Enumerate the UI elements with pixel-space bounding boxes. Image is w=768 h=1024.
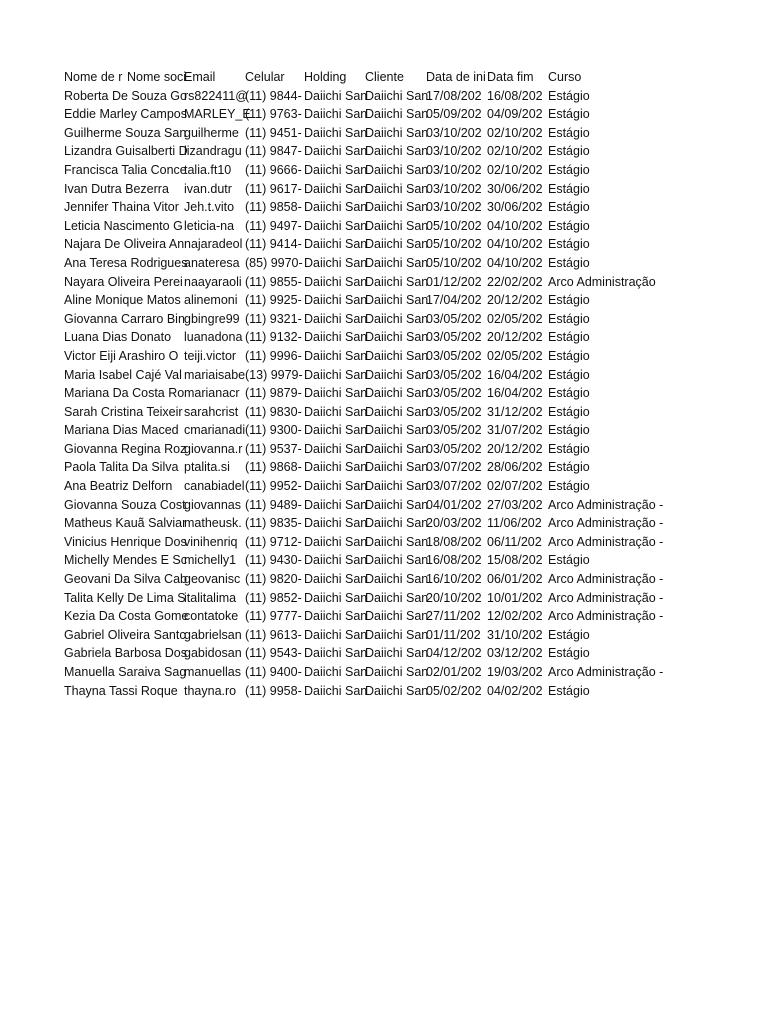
cell-holding: Daiichi San <box>304 200 368 215</box>
cell-curso: Estágio <box>548 441 590 456</box>
cell-cliente: Daiichi San <box>365 181 429 196</box>
cell-data-fim: 15/08/202 <box>487 553 543 568</box>
cell-cliente: Daiichi San <box>365 683 429 698</box>
cell-data-inicio: 03/07/202 <box>426 479 482 494</box>
cell-celular: (13) 9979- <box>245 367 303 382</box>
cell-data-inicio: 03/05/202 <box>426 311 482 326</box>
cell-email: rs822411@ <box>184 88 248 103</box>
cell-cliente: Daiichi San <box>365 572 429 587</box>
cell-holding: Daiichi San <box>304 218 368 233</box>
cell-data-fim: 31/12/202 <box>487 404 543 419</box>
cell-data-inicio: 05/09/202 <box>426 107 482 122</box>
cell-data-fim: 02/07/202 <box>487 479 543 494</box>
cell-curso: Arco Administração - <box>548 572 664 587</box>
cell-data-inicio: 03/05/202 <box>426 330 482 345</box>
cell-data-inicio: 03/05/202 <box>426 404 482 419</box>
cell-cliente: Daiichi San <box>365 125 429 140</box>
cell-cliente: Daiichi San <box>365 107 429 122</box>
header-curso: Curso <box>548 70 582 84</box>
cell-data-fim: 20/12/202 <box>487 441 543 456</box>
cell-curso: Arco Administração <box>548 274 656 289</box>
cell-nome-de-registro: Maria Isabel Cajé Val <box>64 367 182 382</box>
cell-email: giovanna.r <box>184 441 243 456</box>
cell-email: Jeh.t.vito <box>184 200 235 215</box>
cell-holding: Daiichi San <box>304 144 368 159</box>
cell-holding: Daiichi San <box>304 386 368 401</box>
cell-data-inicio: 16/10/202 <box>426 572 482 587</box>
cell-email: naayaraoli <box>184 274 242 289</box>
cell-cliente: Daiichi San <box>365 423 429 438</box>
cell-data-fim: 03/12/202 <box>487 646 543 661</box>
cell-data-fim: 02/05/202 <box>487 348 543 363</box>
cell-nome-de-registro: Ivan Dutra Bezerra <box>64 181 169 196</box>
cell-curso: Estágio <box>548 367 590 382</box>
cell-nome-de-registro: Eddie Marley Campos <box>64 107 187 122</box>
cell-holding: Daiichi San <box>304 683 368 698</box>
cell-holding: Daiichi San <box>304 627 368 642</box>
cell-cliente: Daiichi San <box>365 348 429 363</box>
cell-nome-de-registro: Roberta De Souza Go <box>64 88 187 103</box>
cell-nome-de-registro: Matheus Kauã Salviar <box>64 516 187 531</box>
cell-data-inicio: 03/10/202 <box>426 162 482 177</box>
cell-holding: Daiichi San <box>304 311 368 326</box>
cell-cliente: Daiichi San <box>365 646 429 661</box>
cell-data-inicio: 04/01/202 <box>426 497 482 512</box>
cell-data-fim: 04/10/202 <box>487 237 543 252</box>
cell-data-fim: 30/06/202 <box>487 200 543 215</box>
cell-nome-de-registro: Ana Beatriz Delforn <box>64 479 173 494</box>
cell-cliente: Daiichi San <box>365 218 429 233</box>
cell-data-inicio: 17/04/202 <box>426 293 482 308</box>
cell-cliente: Daiichi San <box>365 609 429 624</box>
cell-celular: (11) 9666- <box>245 162 302 177</box>
cell-nome-de-registro: Leticia Nascimento G <box>64 218 183 233</box>
cell-cliente: Daiichi San <box>365 590 429 605</box>
cell-curso: Arco Administração - <box>548 590 664 605</box>
cell-data-inicio: 05/10/202 <box>426 218 482 233</box>
cell-data-inicio: 03/10/202 <box>426 181 482 196</box>
cell-celular: (85) 9970- <box>245 255 303 270</box>
cell-nome-de-registro: Lizandra Guisalberti D <box>64 144 188 159</box>
cell-curso: Estágio <box>548 683 590 698</box>
cell-cliente: Daiichi San <box>365 200 429 215</box>
cell-curso: Arco Administração - <box>548 609 664 624</box>
header-email: Email <box>184 70 216 84</box>
cell-curso: Estágio <box>548 460 590 475</box>
cell-celular: (11) 9777- <box>245 609 302 624</box>
cell-holding: Daiichi San <box>304 572 368 587</box>
cell-email: MARLEY_E <box>184 107 251 122</box>
cell-celular: (11) 9855- <box>245 274 302 289</box>
cell-holding: Daiichi San <box>304 237 368 252</box>
cell-email: leticia-na <box>184 218 235 233</box>
header-nome-de-registro: Nome de r <box>64 70 123 84</box>
cell-celular: (11) 9879- <box>245 386 302 401</box>
cell-email: gabrielsan <box>184 627 242 642</box>
cell-cliente: Daiichi San <box>365 386 429 401</box>
cell-holding: Daiichi San <box>304 293 368 308</box>
cell-nome-de-registro: Michelly Mendes E Sc <box>64 553 187 568</box>
cell-holding: Daiichi San <box>304 516 368 531</box>
cell-celular: (11) 9958- <box>245 683 302 698</box>
cell-cliente: Daiichi San <box>365 404 429 419</box>
cell-data-inicio: 03/05/202 <box>426 348 482 363</box>
cell-data-fim: 31/10/202 <box>487 627 543 642</box>
cell-curso: Estágio <box>548 218 590 233</box>
cell-email: alinemoni <box>184 293 238 308</box>
cell-email: contatoke <box>184 609 239 624</box>
cell-nome-de-registro: Ana Teresa Rodrigues <box>64 255 188 270</box>
cell-celular: (11) 9712- <box>245 534 302 549</box>
cell-celular: (11) 9543- <box>245 646 302 661</box>
cell-email: teiji.victor <box>184 348 237 363</box>
cell-nome-de-registro: Giovanna Souza Cost <box>64 497 186 512</box>
cell-data-inicio: 02/01/202 <box>426 665 482 679</box>
cell-holding: Daiichi San <box>304 330 368 345</box>
cell-holding: Daiichi San <box>304 367 368 382</box>
cell-data-fim: 02/10/202 <box>487 144 543 159</box>
cell-email: thayna.ro <box>184 683 237 698</box>
cell-email: guilherme <box>184 125 239 140</box>
cell-cliente: Daiichi San <box>365 88 429 103</box>
cell-celular: (11) 9858- <box>245 200 302 215</box>
cell-data-inicio: 03/10/202 <box>426 125 482 140</box>
cell-email: anateresa <box>184 255 240 270</box>
cell-celular: (11) 9497- <box>245 218 302 233</box>
cell-nome-de-registro: Victor Eiji Arashiro O <box>64 348 179 363</box>
cell-cliente: Daiichi San <box>365 367 429 382</box>
cell-nome-de-registro: Geovani Da Silva Cab <box>64 572 187 587</box>
cell-data-inicio: 01/11/202 <box>426 627 481 642</box>
cell-nome-de-registro: Gabriela Barbosa Dos <box>64 646 187 661</box>
cell-celular: (11) 9321- <box>245 311 302 326</box>
cell-data-fim: 04/02/202 <box>487 683 543 698</box>
cell-celular: (11) 9451- <box>245 125 302 140</box>
cell-curso: Arco Administração - <box>548 534 664 549</box>
cell-data-fim: 11/06/202 <box>487 516 542 531</box>
cell-holding: Daiichi San <box>304 460 368 475</box>
cell-data-fim: 16/04/202 <box>487 386 543 401</box>
cell-holding: Daiichi San <box>304 646 368 661</box>
cell-celular: (11) 9820- <box>245 572 302 587</box>
cell-nome-de-registro: Jennifer Thaina Vitor <box>64 200 179 215</box>
cell-email: ptalita.si <box>184 460 230 475</box>
cell-data-inicio: 03/05/202 <box>426 367 482 382</box>
cell-nome-de-registro: Francisca Talia Conce <box>64 162 187 177</box>
cell-email: sarahcrist <box>184 404 239 419</box>
cell-holding: Daiichi San <box>304 88 368 103</box>
cell-celular: (11) 9852- <box>245 590 302 605</box>
cell-data-inicio: 16/08/202 <box>426 553 482 568</box>
cell-data-fim: 16/04/202 <box>487 367 543 382</box>
cell-holding: Daiichi San <box>304 348 368 363</box>
cell-data-fim: 12/02/202 <box>487 609 543 624</box>
cell-nome-de-registro: Luana Dias Donato <box>64 330 172 345</box>
cell-celular: (11) 9847- <box>245 144 302 159</box>
cell-data-fim: 31/07/202 <box>487 423 543 438</box>
cell-email: manuellas <box>184 665 241 679</box>
cell-curso: Estágio <box>548 200 590 215</box>
cell-email: italitalima <box>184 590 237 605</box>
cell-email: luanadona <box>184 330 243 345</box>
cell-email: cmarianadi <box>184 423 246 438</box>
cell-celular: (11) 9952- <box>245 479 302 494</box>
cell-holding: Daiichi San <box>304 107 368 122</box>
cell-nome-de-registro: Sarah Cristina Teixeir <box>64 404 183 419</box>
cell-nome-de-registro: Nayara Oliveira Perei <box>64 274 183 289</box>
cell-email: lizandragu <box>184 144 242 159</box>
cell-email: gbingre99 <box>184 311 240 326</box>
cell-celular: (11) 9868- <box>245 460 302 475</box>
cell-nome-de-registro: Talita Kelly De Lima S <box>64 590 186 605</box>
cell-email: geovanisc <box>184 572 241 587</box>
cell-holding: Daiichi San <box>304 255 368 270</box>
cell-curso: Estágio <box>548 479 590 494</box>
cell-curso: Estágio <box>548 627 590 642</box>
cell-cliente: Daiichi San <box>365 627 429 642</box>
cell-holding: Daiichi San <box>304 534 368 549</box>
cell-curso: Estágio <box>548 293 590 308</box>
cell-nome-de-registro: Aline Monique Matos <box>64 293 181 308</box>
cell-data-fim: 02/10/202 <box>487 162 543 177</box>
cell-cliente: Daiichi San <box>365 479 429 494</box>
cell-nome-de-registro: Kezia Da Costa Gome <box>64 609 189 624</box>
cell-data-fim: 04/10/202 <box>487 218 543 233</box>
cell-data-fim: 20/12/202 <box>487 293 543 308</box>
cell-nome-de-registro: Giovanna Regina Roz <box>64 441 187 456</box>
cell-celular: (11) 9925- <box>245 293 302 308</box>
cell-holding: Daiichi San <box>304 162 368 177</box>
cell-celular: (11) 9835- <box>245 516 302 531</box>
cell-email: najaradeol <box>184 237 243 252</box>
cell-holding: Daiichi San <box>304 404 368 419</box>
cell-data-fim: 10/01/202 <box>487 590 543 605</box>
cell-data-fim: 30/06/202 <box>487 181 543 196</box>
cell-curso: Estágio <box>548 386 590 401</box>
cell-data-inicio: 03/10/202 <box>426 200 482 215</box>
cell-celular: (11) 9830- <box>245 404 302 419</box>
cell-data-fim: 27/03/202 <box>487 497 543 512</box>
cell-celular: (11) 9132- <box>245 330 302 345</box>
cell-holding: Daiichi San <box>304 423 368 438</box>
cell-cliente: Daiichi San <box>365 460 429 475</box>
cell-nome-de-registro: Paola Talita Da Silva <box>64 460 179 475</box>
cell-cliente: Daiichi San <box>365 255 429 270</box>
cell-celular: (11) 9617- <box>245 181 302 196</box>
cell-nome-de-registro: Najara De Oliveira An <box>64 237 185 252</box>
cell-data-inicio: 18/08/202 <box>426 534 482 549</box>
cell-data-inicio: 04/12/202 <box>426 646 482 661</box>
cell-data-inicio: 20/10/202 <box>426 590 482 605</box>
cell-data-inicio: 03/10/202 <box>426 144 482 159</box>
cell-holding: Daiichi San <box>304 665 368 679</box>
cell-data-fim: 02/05/202 <box>487 311 543 326</box>
cell-cliente: Daiichi San <box>365 330 429 345</box>
cell-curso: Estágio <box>548 348 590 363</box>
cell-curso: Estágio <box>548 311 590 326</box>
header-celular: Celular <box>245 70 285 84</box>
cell-nome-de-registro: Mariana Dias Maced <box>64 423 179 438</box>
cell-nome-de-registro: Mariana Da Costa Ro <box>64 386 185 401</box>
header-cliente: Cliente <box>365 70 404 84</box>
cell-email: vinihenriq <box>184 534 238 549</box>
cell-celular: (11) 9537- <box>245 441 302 456</box>
cell-cliente: Daiichi San <box>365 553 429 568</box>
cell-email: gabidosan <box>184 646 242 661</box>
header-data-fim: Data fim <box>487 70 534 84</box>
cell-data-fim: 19/03/202 <box>487 665 543 679</box>
cell-curso: Estágio <box>548 88 590 103</box>
cell-data-fim: 20/12/202 <box>487 330 543 345</box>
cell-email: mariaisabe <box>184 367 246 382</box>
cell-data-inicio: 03/07/202 <box>426 460 482 475</box>
cell-cliente: Daiichi San <box>365 441 429 456</box>
cell-data-inicio: 17/08/202 <box>426 88 482 103</box>
cell-data-inicio: 03/05/202 <box>426 423 482 438</box>
cell-holding: Daiichi San <box>304 590 368 605</box>
cell-data-inicio: 03/05/202 <box>426 386 482 401</box>
cell-data-fim: 28/06/202 <box>487 460 543 475</box>
cell-cliente: Daiichi San <box>365 497 429 512</box>
cell-cliente: Daiichi San <box>365 311 429 326</box>
cell-data-inicio: 05/02/202 <box>426 683 482 698</box>
cell-holding: Daiichi San <box>304 553 368 568</box>
cell-holding: Daiichi San <box>304 497 368 512</box>
cell-email: michelly1 <box>184 553 237 568</box>
cell-data-inicio: 03/05/202 <box>426 441 482 456</box>
cell-celular: (11) 9763- <box>245 107 302 122</box>
cell-data-fim: 04/09/202 <box>487 107 543 122</box>
header-holding: Holding <box>304 70 347 84</box>
cell-curso: Arco Administração - <box>548 497 664 512</box>
cell-data-inicio: 05/10/202 <box>426 237 482 252</box>
cell-cliente: Daiichi San <box>365 274 429 289</box>
cell-celular: (11) 9613- <box>245 627 302 642</box>
cell-curso: Estágio <box>548 553 590 568</box>
header-nome-social: Nome soci <box>127 70 187 84</box>
cell-cliente: Daiichi San <box>365 516 429 531</box>
cell-cliente: Daiichi San <box>365 237 429 252</box>
cell-cliente: Daiichi San <box>365 144 429 159</box>
cell-holding: Daiichi San <box>304 441 368 456</box>
cell-data-fim: 02/10/202 <box>487 125 543 140</box>
cell-cliente: Daiichi San <box>365 665 429 679</box>
cell-cliente: Daiichi San <box>365 162 429 177</box>
cell-holding: Daiichi San <box>304 181 368 196</box>
cell-nome-de-registro: Guilherme Souza San <box>64 125 187 140</box>
cell-holding: Daiichi San <box>304 479 368 494</box>
cell-data-inicio: 27/11/202 <box>426 609 481 624</box>
cell-data-inicio: 20/03/202 <box>426 516 482 531</box>
cell-holding: Daiichi San <box>304 274 368 289</box>
cell-curso: Arco Administração - <box>548 516 664 531</box>
cell-cliente: Daiichi San <box>365 534 429 549</box>
cell-data-inicio: 01/12/202 <box>426 274 482 289</box>
cell-email: giovannas <box>184 497 241 512</box>
cell-celular: (11) 9489- <box>245 497 302 512</box>
cell-email: marianacr <box>184 386 240 401</box>
cell-celular: (11) 9996- <box>245 348 302 363</box>
cell-data-fim: 04/10/202 <box>487 255 543 270</box>
cell-data-fim: 22/02/202 <box>487 274 543 289</box>
cell-nome-de-registro: Giovanna Carraro Bin <box>64 311 185 326</box>
cell-email: talia.ft10 <box>184 162 232 177</box>
cell-holding: Daiichi San <box>304 609 368 624</box>
cell-holding: Daiichi San <box>304 125 368 140</box>
cell-curso: Estágio <box>548 107 590 122</box>
cell-nome-de-registro: Thayna Tassi Roque <box>64 683 178 698</box>
cell-celular: (11) 9300- <box>245 423 302 438</box>
cell-email: ivan.dutr <box>184 181 232 196</box>
cell-celular: (11) 9414- <box>245 237 302 252</box>
cell-email: canabiadel <box>184 479 245 494</box>
cell-curso: Estágio <box>548 162 590 177</box>
cell-celular: (11) 9844- <box>245 88 302 103</box>
cell-nome-de-registro: Manuella Saraiva Sag <box>64 665 187 679</box>
header-data-inicio: Data de ini <box>426 70 486 84</box>
cell-data-fim: 06/01/202 <box>487 572 543 587</box>
cell-nome-de-registro: Vinicius Henrique Dos <box>64 534 187 549</box>
cell-data-inicio: 05/10/202 <box>426 255 482 270</box>
cell-nome-de-registro: Gabriel Oliveira Santc <box>64 627 186 642</box>
cell-email: matheusk. <box>184 516 242 531</box>
cell-cliente: Daiichi San <box>365 293 429 308</box>
cell-curso: Estágio <box>548 404 590 419</box>
cell-celular: (11) 9430- <box>245 553 302 568</box>
cell-celular: (11) 9400- <box>245 665 302 679</box>
cell-curso: Estágio <box>548 423 590 438</box>
cell-curso: Estágio <box>548 181 590 196</box>
cell-data-fim: 16/08/202 <box>487 88 543 103</box>
cell-curso: Estágio <box>548 237 590 252</box>
cell-curso: Estágio <box>548 125 590 140</box>
cell-data-fim: 06/11/202 <box>487 534 542 549</box>
cell-curso: Estágio <box>548 330 590 345</box>
cell-curso: Estágio <box>548 144 590 159</box>
cell-curso: Arco Administração - <box>548 665 664 679</box>
cell-curso: Estágio <box>548 255 590 270</box>
cell-curso: Estágio <box>548 646 590 661</box>
